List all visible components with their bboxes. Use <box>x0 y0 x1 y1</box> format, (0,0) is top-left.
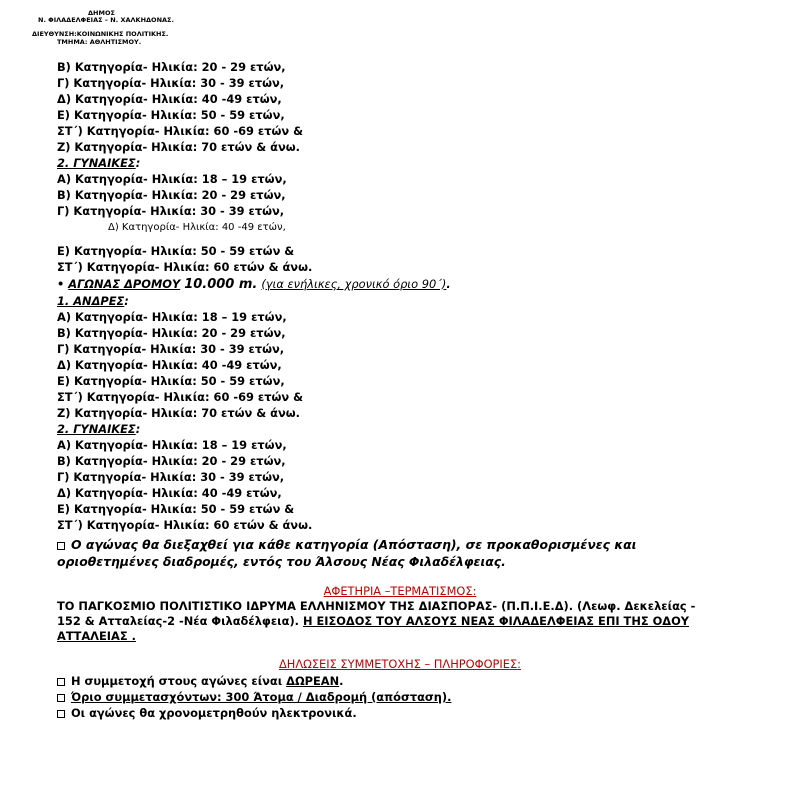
checkbox-bullet-icon <box>57 694 65 702</box>
category-line: Γ) Κατηγορία- Ηλικία: 30 - 39 ετών, <box>57 76 285 90</box>
category-line: Ε) Κατηγορία- Ηλικία: 50 - 59 ετών, <box>57 108 285 122</box>
header-directorate: ΔΙΕΥΘΥΝΣΗ:ΚΟΙΝΩΝΙΚΗΣ ΠΟΛΙΤΙΚΗΣ. <box>32 30 169 38</box>
category-line: Γ) Κατηγορία- Ηλικία: 30 - 39 ετών, <box>57 342 285 356</box>
men-heading: 1. ΑΝΔΡΕΣ: <box>57 294 129 308</box>
header-municipality-name: Ν. ΦΙΛΑΔΕΛΦΕΙΑΣ – Ν. ΧΑΛΚΗΔΟΝΑΣ. <box>38 16 174 24</box>
category-line-small: Δ) Κατηγορία- Ηλικία: 40 -49 ετών, <box>108 222 286 233</box>
info-item-free: Η συμμετοχή στους αγώνες είναι ΔΩΡΕΑΝ. <box>57 674 343 689</box>
category-line: Γ) Κατηγορία- Ηλικία: 30 - 39 ετών, <box>57 204 285 218</box>
category-line: Β) Κατηγορία- Ηλικία: 20 - 29 ετών, <box>57 326 286 340</box>
checkbox-bullet-icon <box>57 542 65 550</box>
checkbox-bullet-icon <box>57 710 65 718</box>
letterhead <box>0 0 800 50</box>
race-note-line1: Ο αγώνας θα διεξαχθεί για κάθε κατηγορία (Απόσταση), σε προκαθορισμένες και <box>57 537 636 552</box>
start-address-line3: ΑΤΤΑΛΕΙΑΣ . <box>57 629 136 643</box>
category-line: ΣΤ΄) Κατηγορία- Ηλικία: 60 ετών & άνω. <box>57 518 313 532</box>
category-line: ΣΤ΄) Κατηγορία- Ηλικία: 60 -69 ετών & <box>57 390 304 404</box>
category-line: Α) Κατηγορία- Ηλικία: 18 – 19 ετών, <box>57 310 287 324</box>
category-line: Α) Κατηγορία- Ηλικία: 18 – 19 ετών, <box>57 438 287 452</box>
race-note-line2: οριοθετημένες διαδρομές, εντός του Άλσους Νέας Φιλαδέλφειας. <box>57 554 506 569</box>
category-line: Δ) Κατηγορία- Ηλικία: 40 -49 ετών, <box>57 358 282 372</box>
women-heading: 2. ΓΥΝΑΙΚΕΣ: <box>57 422 141 436</box>
category-line: Δ) Κατηγορία- Ηλικία: 40 -49 ετών, <box>57 486 282 500</box>
info-heading: ΔΗΛΩΣΕΙΣ ΣΥΜΜΕΤΟΧΗΣ – ΠΛΗΡΟΦΟΡΙΕΣ: <box>278 657 521 671</box>
info-item-timing: Οι αγώνες θα χρονομετρηθούν ηλεκτρονικά. <box>57 706 357 721</box>
checkbox-bullet-icon <box>57 678 65 686</box>
category-line: Γ) Κατηγορία- Ηλικία: 30 - 39 ετών, <box>57 470 285 484</box>
category-line: Ζ) Κατηγορία- Ηλικία: 70 ετών & άνω. <box>57 140 300 154</box>
category-line: Ε) Κατηγορία- Ηλικία: 50 - 59 ετών, <box>57 374 285 388</box>
category-line: Α) Κατηγορία- Ηλικία: 18 – 19 ετών, <box>57 172 287 186</box>
start-address-line1: ΤΟ ΠΑΓΚΟΣΜΙΟ ΠΟΛΙΤΙΣΤΙΚΟ ΙΔΡΥΜΑ ΕΛΛΗΝΙΣΜΟΥ ΤΗΣ ΔΙΑΣΠΟΡΑΣ- (Π.Π.Ι.Ε.Δ). (Λεωφ. Δεκελείας - <box>57 599 696 613</box>
women-heading: 2. ΓΥΝΑΙΚΕΣ: <box>57 156 141 170</box>
category-line: Β) Κατηγορία- Ηλικία: 20 - 29 ετών, <box>57 188 286 202</box>
category-line: Ε) Κατηγορία- Ηλικία: 50 - 59 ετών & <box>57 244 295 258</box>
category-line: ΣΤ΄) Κατηγορία- Ηλικία: 60 ετών & άνω. <box>57 260 313 274</box>
category-line: Β) Κατηγορία- Ηλικία: 20 - 29 ετών, <box>57 454 286 468</box>
category-line: ΣΤ΄) Κατηγορία- Ηλικία: 60 -69 ετών & <box>57 124 304 138</box>
start-finish-heading: ΑΦΕΤΗΡΙΑ –ΤΕΡΜΑΤΙΣΜΟΣ: <box>323 584 477 598</box>
header-municipality: ΔΗΜΟΣ <box>88 9 115 17</box>
category-line: Ε) Κατηγορία- Ηλικία: 50 - 59 ετών & <box>57 502 295 516</box>
info-item-limit: Όριο συμμετασχόντων: 300 Άτομα / Διαδρομή (απόσταση). <box>57 690 451 705</box>
category-line: Δ) Κατηγορία- Ηλικία: 40 -49 ετών, <box>57 92 282 106</box>
bullet-icon: • <box>57 277 65 291</box>
category-line: Β) Κατηγορία- Ηλικία: 20 - 29 ετών, <box>57 60 286 74</box>
header-department: ΤΜΗΜΑ: ΑΘΛΗΤΙΣΜΟΥ. <box>57 38 142 46</box>
race-title: • ΑΓΩΝΑΣ ΔΡΟΜΟΥ 10.000 m. (για ενήλικες, χρονικό όριο 90΄). <box>57 277 451 292</box>
category-line: Ζ) Κατηγορία- Ηλικία: 70 ετών & άνω. <box>57 406 300 420</box>
start-address-line2: 152 & Ατταλείας-2 -Νέα Φιλαδέλφεια). Η ΕΙΣΟΔΟΣ ΤΟΥ ΑΛΣΟΥΣ ΝΕΑΣ ΦΙΛΑΔΕΛΦΕΙΑΣ ΕΠΙ ΤΗΣ ΟΔΟΥ <box>57 614 690 628</box>
